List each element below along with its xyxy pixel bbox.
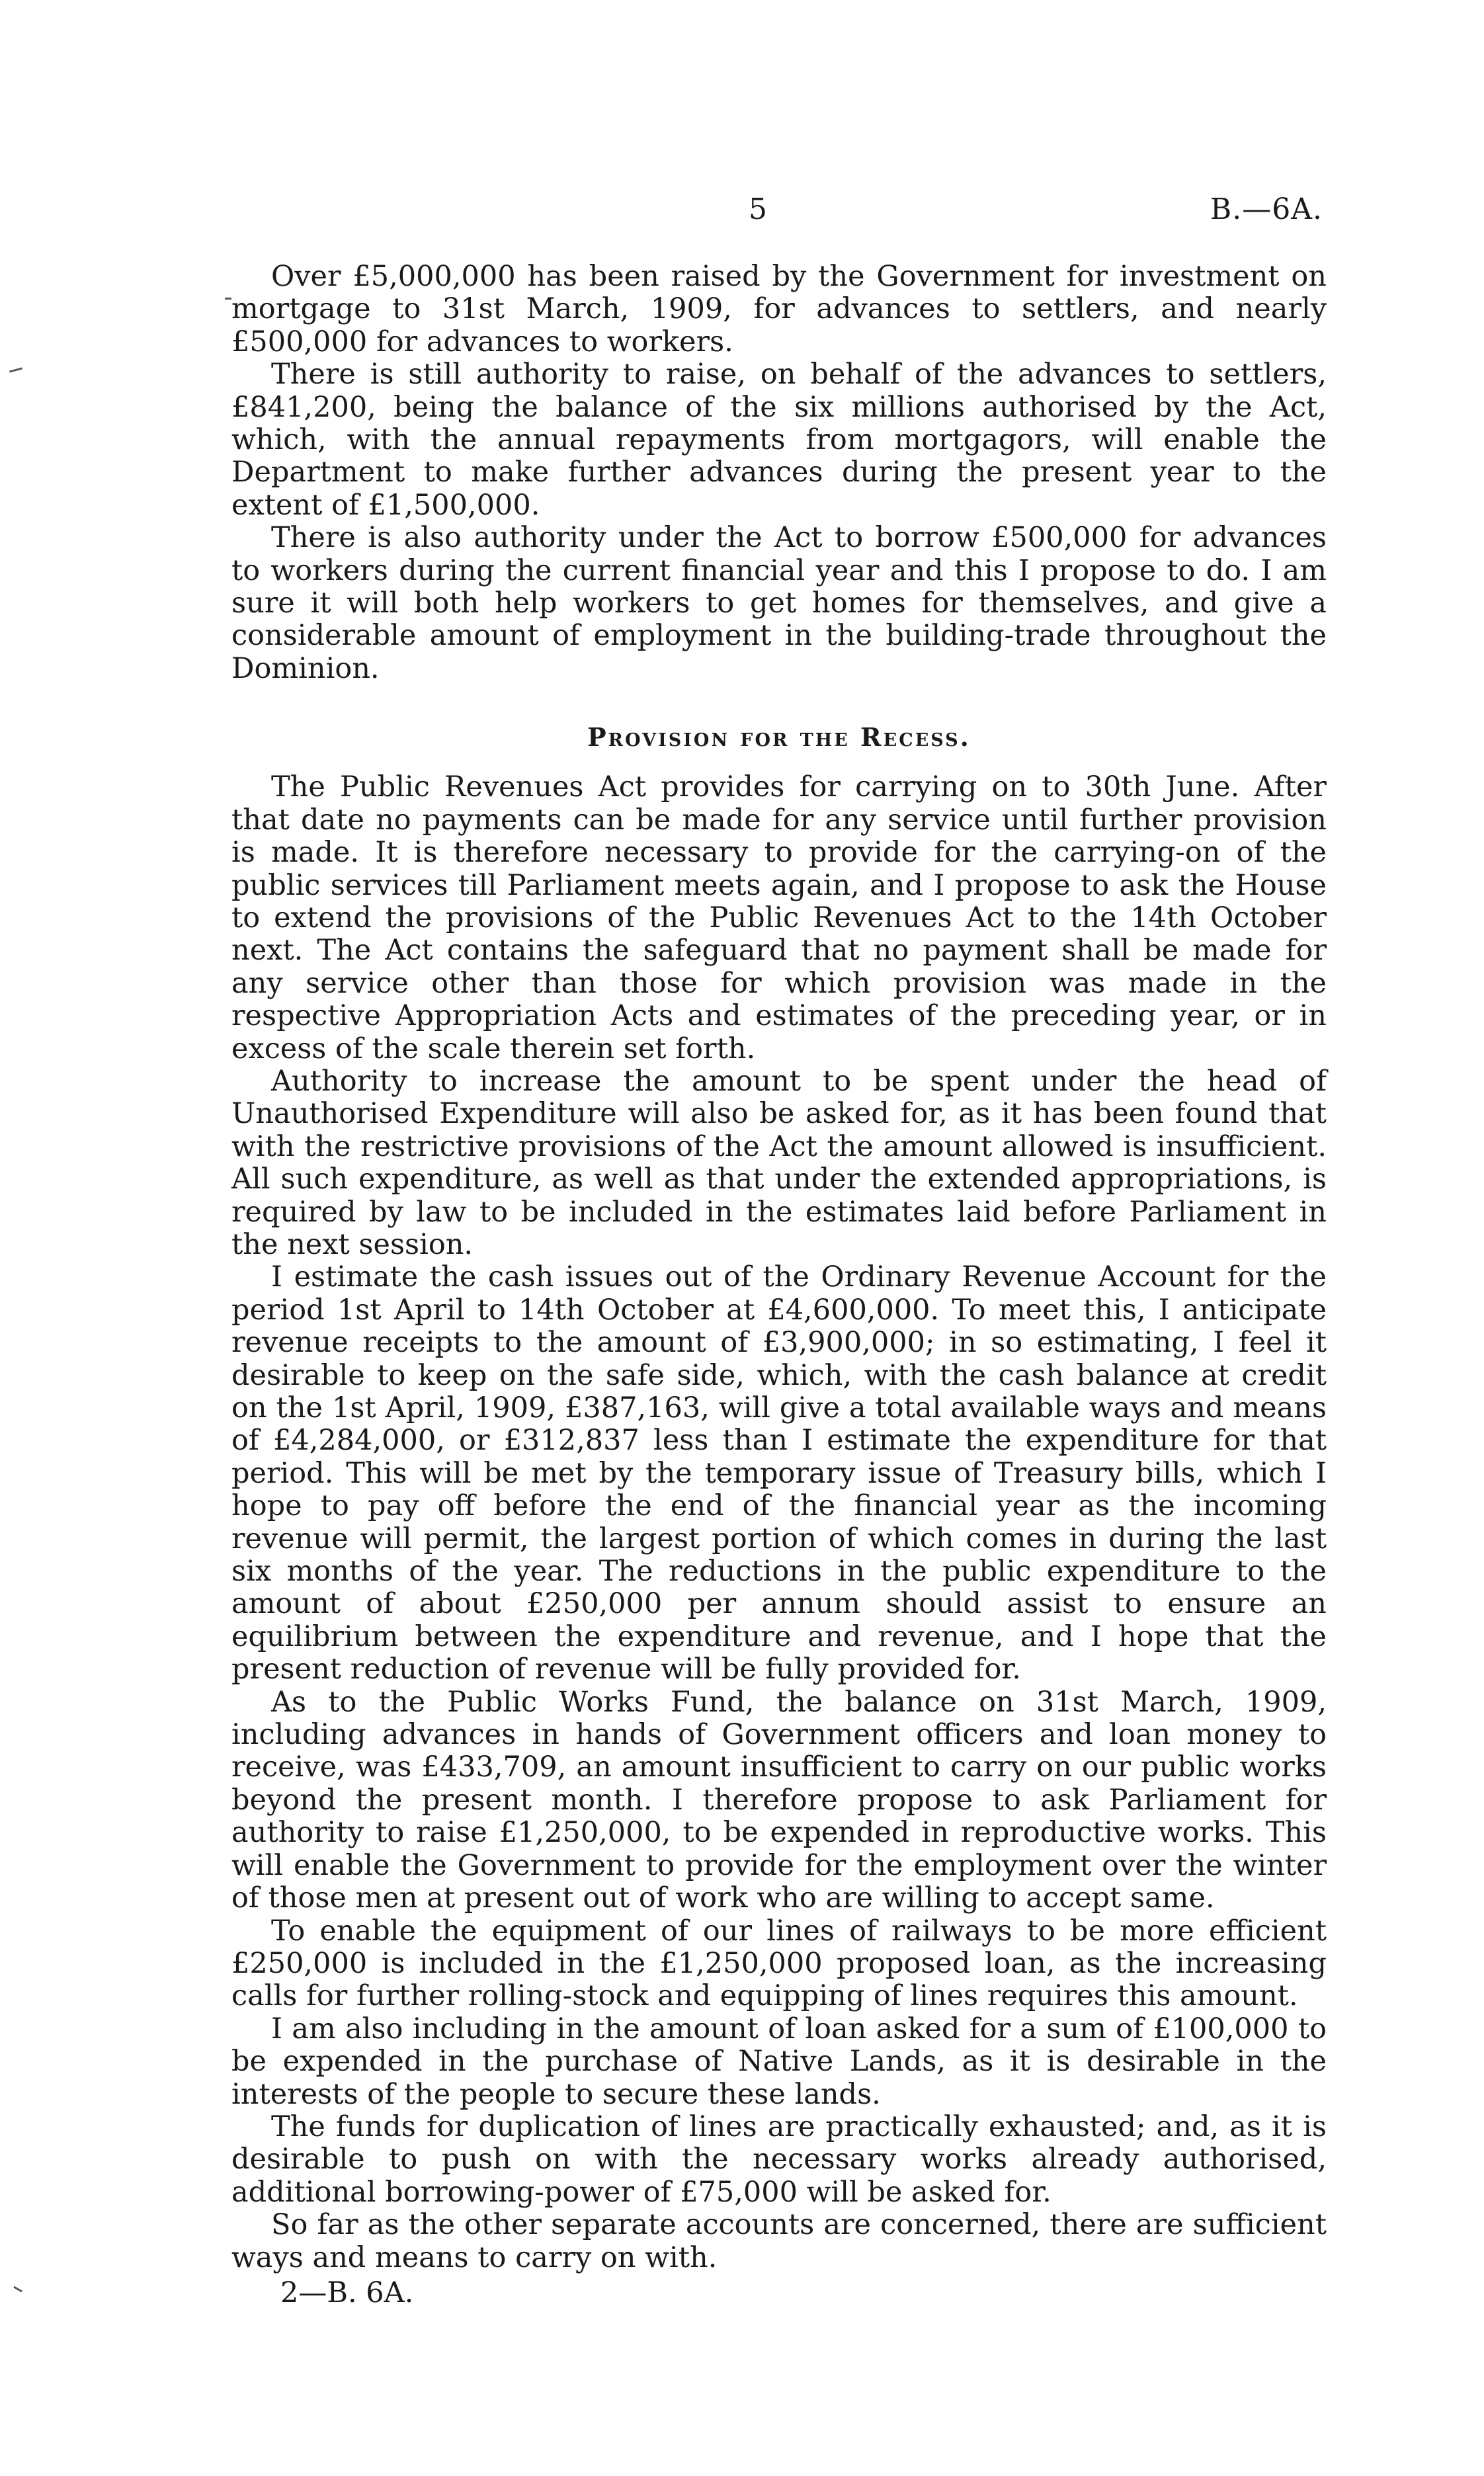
paragraph-public-revenues-act: The Public Revenues Act provides for carrying on to 30th June. After that date no payments can be made for any service until further provision is made. It is therefore necessary to provide for the carrying-on of the public services till Parliament meets again, and I propose to ask the House to extend the provisions of the Public Revenues Act to the 14th October next. The Act contains the safeguard that no payment shall be made for any service other than those for which provision was made in the respective Appropriation Acts and estimates of the preceding year, or in excess of the scale therein set forth. xyxy=(231,770,1327,1065)
paragraph-investment: Over £5,000,000 has been raised by the Government for investment on mortgage to 31st March, 1909, for advances to settlers, and nearly £500,000 for advances to workers. xyxy=(231,260,1327,358)
footer-signature-code: 2—B. 6A. xyxy=(280,2276,414,2309)
paragraph-cash-issues: I estimate the cash issues out of the Ordinary Revenue Account for the period 1st April to 14th October at £4,600,000. To meet this, I anticipate revenue receipts to the amount of £3,900,000; in so estimating, I feel it desirable to keep on the safe side, which, with the cash balance at credit on the 1st April, 1909, £387,163, will give a total available ways and means of £4,284,000, or £312,837 less than I estimate the expenditure for that period. This will be met by the temporary issue of Treasury bills, which I hope to pay off before the end of the financial year as the incoming revenue will permit, the largest portion of which comes in during the last six months of the year. The reductions in the public expenditure to the amount of about £250,000 per annum should assist to ensure an equilibrium between the expenditure and revenue, and I hope that the present reduction of revenue will be fully provided for. xyxy=(231,1260,1327,1686)
page-number: 5 xyxy=(749,192,767,226)
margin-mark xyxy=(13,2286,22,2293)
margin-mark xyxy=(9,367,22,372)
paragraph-railway-equipment: To enable the equipment of our lines of railways to be more efficient £250,000 is included in the £1,250,000 proposed loan, as the increasing calls for further rolling-stock and equipping of lines requires this amount. xyxy=(231,1914,1327,2013)
paragraph-duplication-lines: The funds for duplication of lines are practically exhausted; and, as it is desirable to push on with the necessary works already authorised, additional borrowing-power of £75,000 will be asked for. xyxy=(231,2110,1327,2209)
paragraph-separate-accounts: So far as the other separate accounts are concerned, there are sufficient ways and means to carry on with. xyxy=(231,2208,1327,2274)
body-text xyxy=(231,261,1327,2309)
paragraph-workers-borrowing: There is also authority under the Act to borrow £500,000 for advances to workers during the current financial year and this I propose to do. I am sure it will both help workers to get homes for themselves, and give a considerable amount of employment in the building-trade throughout the Dominion. xyxy=(231,521,1327,685)
paragraph-unauthorised-expenditure: Authority to increase the amount to be spent under the head of Unauthorised Expenditure will also be asked for, as it has been found that with the restrictive provisions of the Act the amount allowed is insufficient. All such expenditure, as well as that under the extended appropriations, is required by law to be included in the estimates laid before Parliament in the next session. xyxy=(231,1064,1327,1261)
margin-mark xyxy=(225,298,231,300)
paragraph-public-works-fund: As to the Public Works Fund, the balance on 31st March, 1909, including advances in hands of Government officers and loan money to receive, was £433,709, an amount insufficient to carry on our public works beyond the present month. I therefore propose to ask Parliament for authority to raise £1,250,000, to be expended in reproductive works. This will enable the Government to provide for the employment over the winter of those men at present out of work who are willing to accept same. xyxy=(231,1685,1327,1915)
paragraph-settlers-authority: There is still authority to raise, on behalf of the advances to settlers, £841,200, being the balance of the six millions authorised by the Act, which, with the annual repayments from mortgagors, will enable the Department to make further advances during the present year to the extent of £1,500,000. xyxy=(231,358,1327,522)
document-code: B.—6A. xyxy=(1210,192,1323,226)
paragraph-native-lands: I am also including in the amount of loan asked for a sum of £100,000 to be expended in the purchase of Native Lands, as it is desirable in the interests of the people to secure these lands. xyxy=(231,2012,1327,2111)
section-heading: Provision for the Recess. xyxy=(587,722,971,753)
